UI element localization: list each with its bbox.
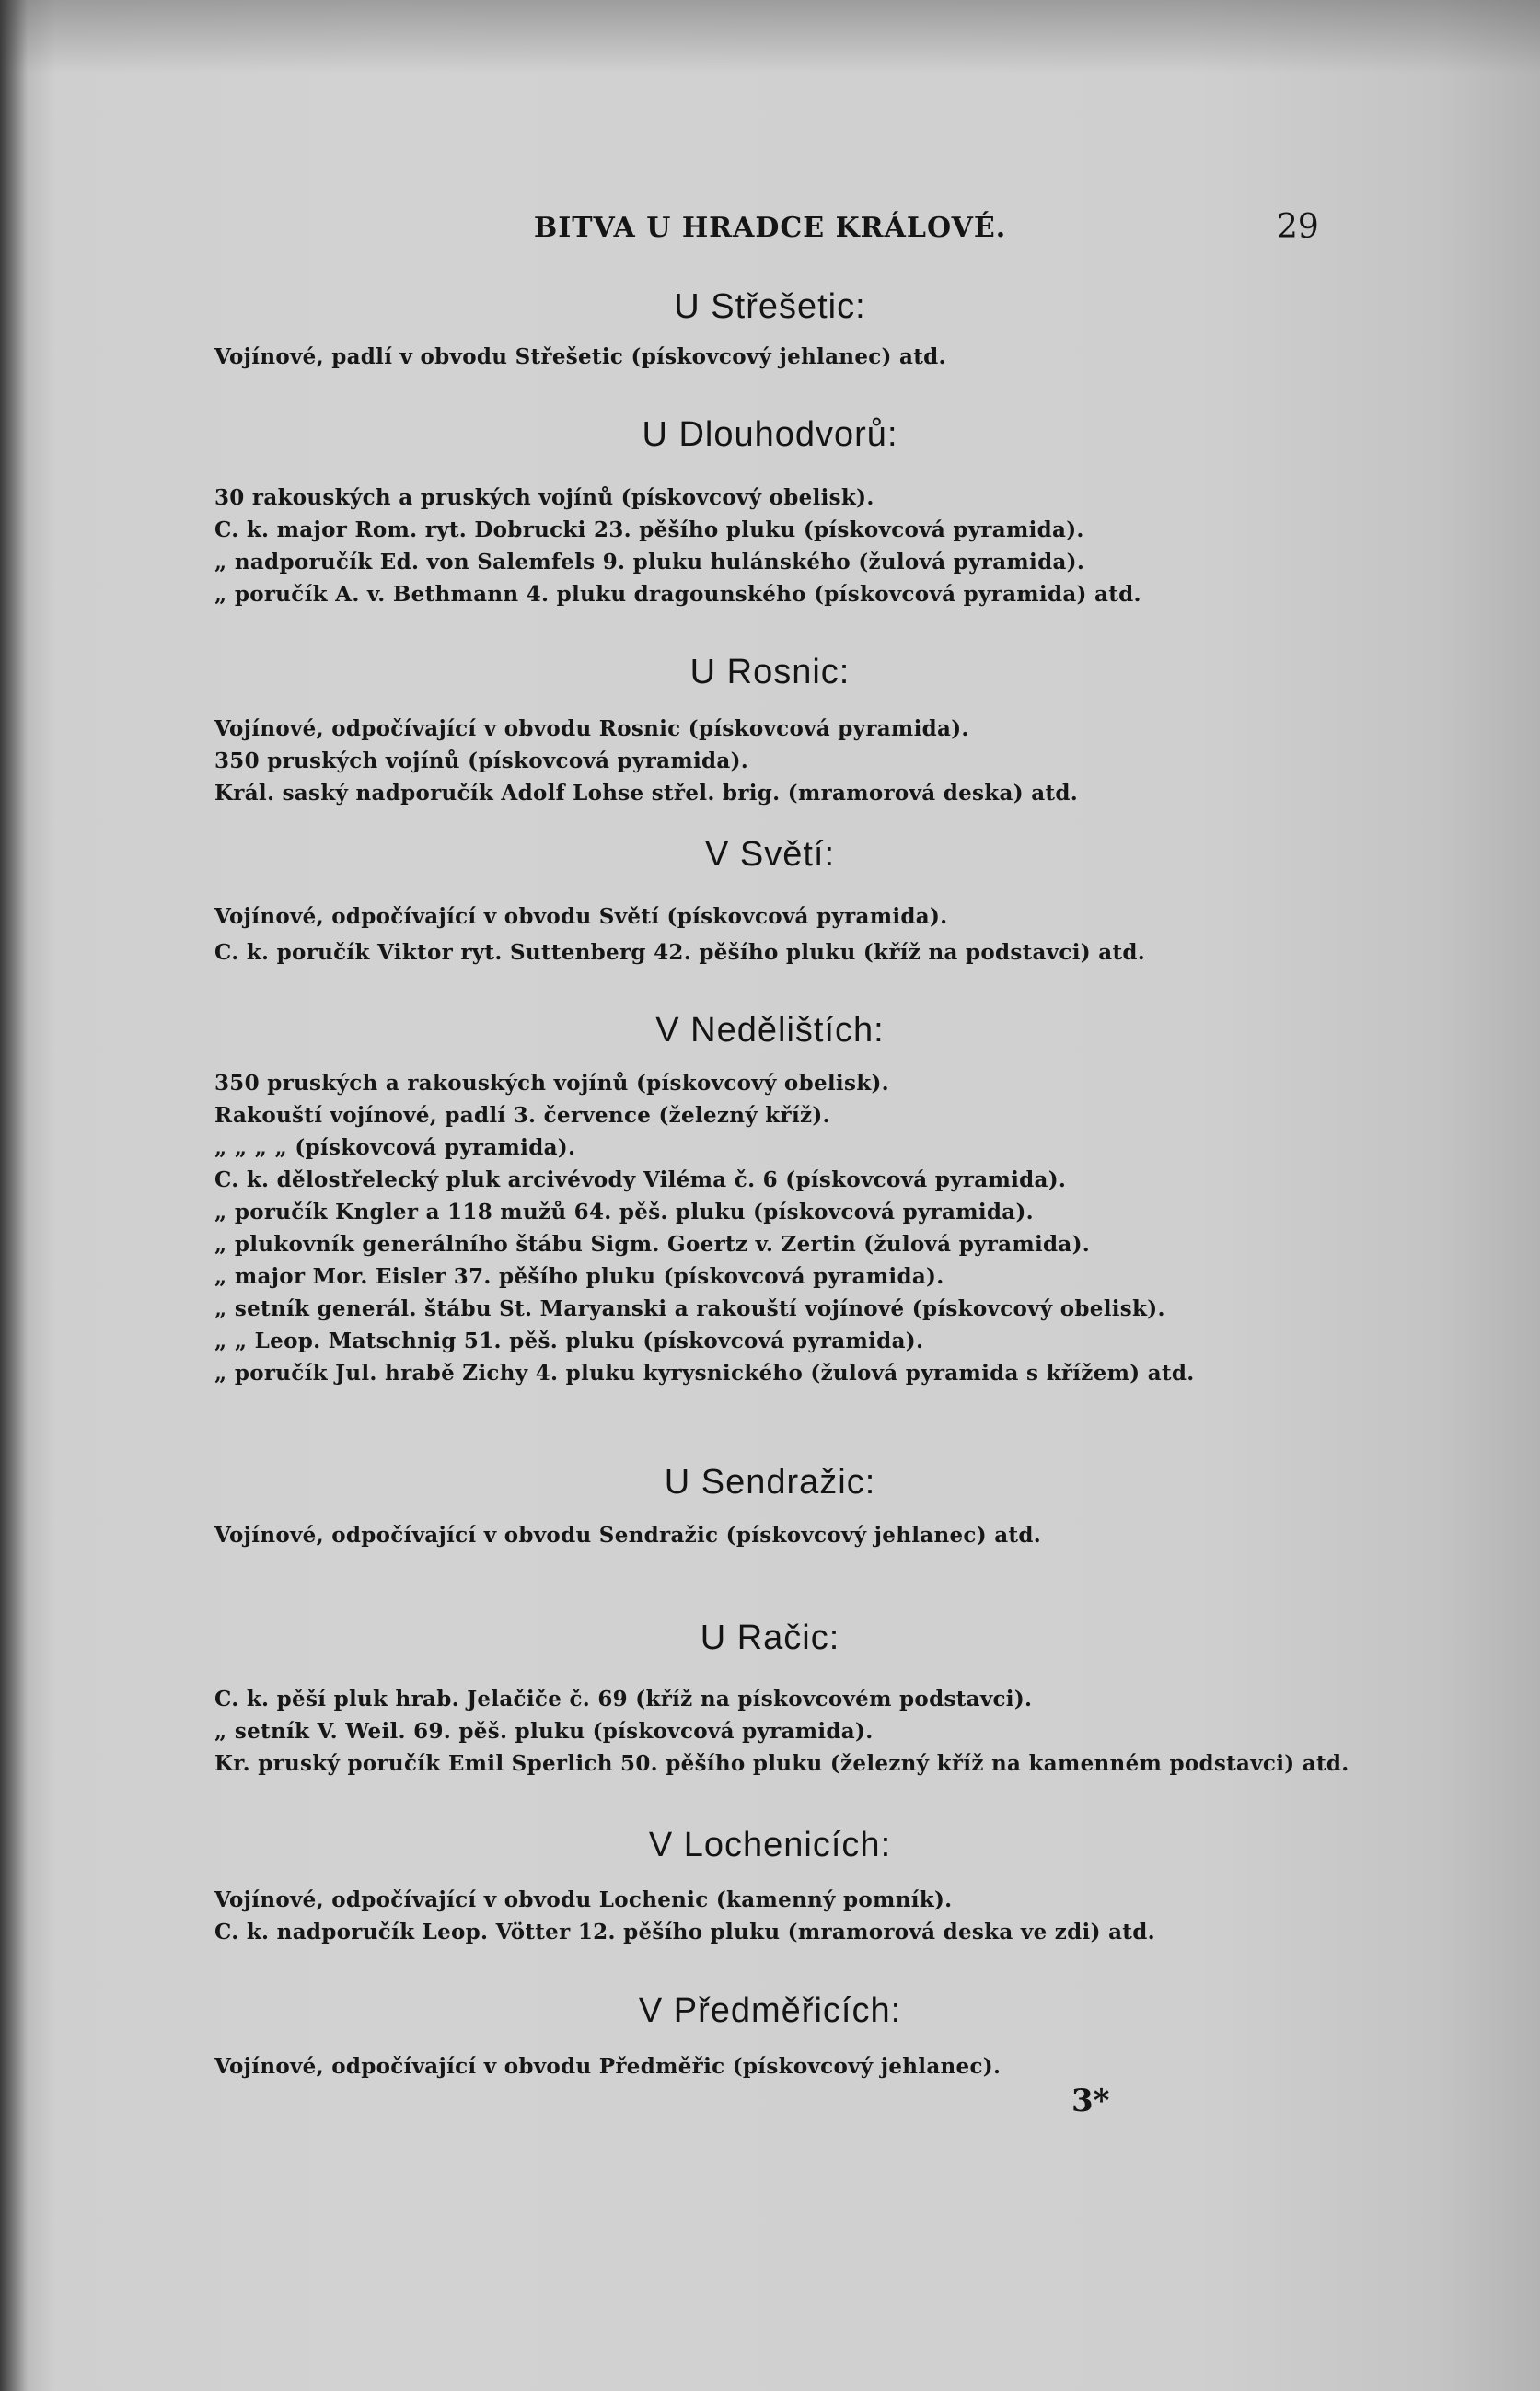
section-title-racic: U Račic: xyxy=(700,1619,840,1657)
section-line: 350 pruských a rakouských vojínů (pískovcový obelisk). xyxy=(214,1071,889,1096)
section-line: „ poručík Jul. hrabě Zichy 4. pluku kyrysnického (žulová pyramida s křížem) atd. xyxy=(214,1361,1195,1386)
section-line: Vojínové, odpočívající v obvodu Rosnic (pískovcová pyramida). xyxy=(214,716,969,741)
section-line: „ setník generál. štábu St. Maryanski a rakouští vojínové (pískovcový obelisk). xyxy=(214,1296,1165,1321)
section-line: C. k. pěší pluk hrab. Jelačiče č. 69 (kříž na pískovcovém podstavci). xyxy=(214,1687,1033,1712)
section-title-predmericich: V Předměřicích: xyxy=(638,1991,902,2030)
section-line: Král. saský nadporučík Adolf Lohse střel. brig. (mramorová deska) atd. xyxy=(214,781,1079,806)
section-line: „ plukovník generálního štábu Sigm. Goertz v. Zertin (žulová pyramida). xyxy=(214,1232,1091,1257)
section-line: C. k. poručík Viktor ryt. Suttenberg 42. pěšího pluku (kříž na podstavci) atd. xyxy=(214,940,1146,965)
section-line: C. k. nadporučík Leop. Vötter 12. pěšího pluku (mramorová deska ve zdi) atd. xyxy=(214,1920,1155,1944)
section-title-sendrazic: U Sendražic: xyxy=(664,1463,876,1502)
section-line: Kr. pruský poručík Emil Sperlich 50. pěšího pluku (železný kříž na kamenném podstavci) atd. xyxy=(214,1751,1349,1776)
section-line: „ major Mor. Eisler 37. pěšího pluku (pískovcová pyramida). xyxy=(214,1264,944,1289)
section-title-dlouhodvoru: U Dlouhodvorů: xyxy=(642,415,898,454)
section-line: Vojínové, odpočívající v obvodu Lochenic (kamenný pomník). xyxy=(214,1887,953,1912)
section-line: Vojínové, odpočívající v obvodu Světí (pískovcová pyramida). xyxy=(214,904,948,929)
section-line: „ nadporučík Ed. von Salemfels 9. pluku hulánského (žulová pyramida). xyxy=(214,550,1085,575)
section-line: Rakouští vojínové, padlí 3. července (železný kříž). xyxy=(214,1103,830,1128)
section-line: C. k. major Rom. ryt. Dobrucki 23. pěšího pluku (pískovcová pyramida). xyxy=(214,517,1084,542)
section-title-lochenicich: V Lochenicích: xyxy=(648,1826,892,1864)
running-header: BITVA U HRADCE KRÁLOVÉ. xyxy=(533,212,1007,244)
section-line: Vojínové, odpočívající v obvodu Sendražic (pískovcový jehlanec) atd. xyxy=(214,1523,1042,1548)
signature-mark: 3* xyxy=(1071,2083,1110,2119)
section-line: Vojínové, padlí v obvodu Střešetic (pískovcový jehlanec) atd. xyxy=(214,344,946,369)
section-line: „ setník V. Weil. 69. pěš. pluku (pískovcová pyramida). xyxy=(214,1719,874,1744)
section-line: Vojínové, odpočívající v obvodu Předměřic (pískovcový jehlanec). xyxy=(214,2054,1002,2079)
section-title-sveti: V Světí: xyxy=(704,835,836,874)
section-title-stresetic: U Střešetic: xyxy=(674,287,866,326)
section-line: 30 rakouských a pruských vojínů (pískovcový obelisk). xyxy=(214,485,874,510)
section-title-rosnic: U Rosnic: xyxy=(689,653,851,691)
page-number: 29 xyxy=(1277,208,1319,246)
section-title-nedelistich: V Nedělištích: xyxy=(655,1011,885,1050)
section-line: „ poručík Kngler a 118 mužů 64. pěš. pluku (pískovcová pyramida). xyxy=(214,1200,1034,1225)
section-line: 350 pruských vojínů (pískovcová pyramida). xyxy=(214,749,749,773)
section-line: C. k. dělostřelecký pluk arcivévody Viléma č. 6 (pískovcová pyramida). xyxy=(214,1167,1067,1192)
page-shadow xyxy=(0,0,1540,74)
section-line: „ poručík A. v. Bethmann 4. pluku dragounského (pískovcová pyramida) atd. xyxy=(214,582,1141,607)
section-line: „ „ Leop. Matschnig 51. pěš. pluku (pískovcová pyramida). xyxy=(214,1329,924,1353)
section-line: „ „ „ „ (pískovcová pyramida). xyxy=(214,1135,576,1160)
